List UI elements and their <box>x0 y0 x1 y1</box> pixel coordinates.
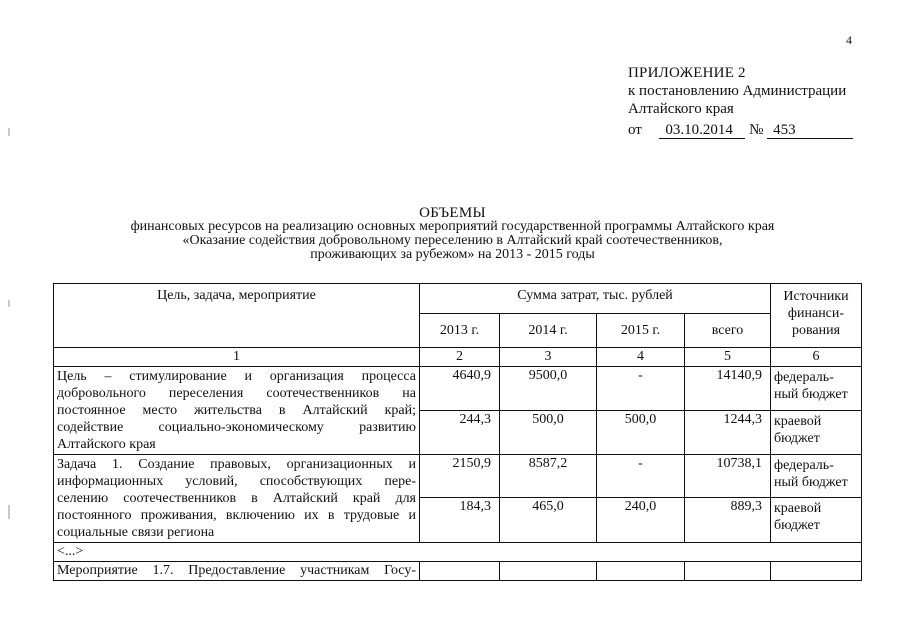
task-description <box>54 455 420 543</box>
goal-line: содействие социально-экономическому развитию <box>57 420 416 435</box>
scan-margin-mark <box>8 300 10 307</box>
table-header-row <box>54 284 862 314</box>
funding-table <box>53 283 862 581</box>
table-row <box>54 367 862 411</box>
task-2014-federal: 8587,2 <box>500 455 597 498</box>
goal-line: Цель – стимулирование и организация процесса <box>57 369 416 384</box>
task-2015-regional: 240,0 <box>597 497 685 542</box>
page-number: 4 <box>846 33 852 47</box>
col-number: 1 <box>54 348 420 367</box>
source-line: федераль- <box>774 370 834 385</box>
empty-cell <box>597 562 685 581</box>
task-line: социальные связи региона <box>57 525 215 540</box>
header-2013: 2013 г. <box>420 314 500 348</box>
goal-2013-federal: 4640,9 <box>420 367 500 411</box>
header-total: всего <box>685 314 771 348</box>
source-line: ный бюджет <box>774 387 848 402</box>
appendix-line-2: Алтайского края <box>628 101 734 117</box>
heading-line-2: «Оказание содействия добровольному переселению в Алтайский край соотечественников, <box>182 233 723 248</box>
goal-2014-regional: 500,0 <box>500 411 597 455</box>
col-number: 2 <box>420 348 500 367</box>
col-number: 6 <box>771 348 862 367</box>
measure-description: Мероприятие 1.7. Предоставление участникам Госу- <box>54 562 420 581</box>
appendix-date-row <box>628 121 853 139</box>
goal-2013-regional: 244,3 <box>420 411 500 455</box>
goal-description <box>54 367 420 455</box>
source-line: федераль- <box>774 458 834 473</box>
header-2015: 2015 г. <box>597 314 685 348</box>
resolution-date: 03.10.2014 <box>659 123 745 139</box>
scan-margin-mark <box>8 128 10 136</box>
col-number: 4 <box>597 348 685 367</box>
task-line: селению соотечественников в Алтайский край для <box>57 491 416 506</box>
goal-total-regional: 1244,3 <box>685 411 771 455</box>
header-sources <box>771 284 862 348</box>
header-sources-line-2: финанси- <box>787 306 845 321</box>
task-line: постоянного проживания, включению их в трудовые и <box>57 508 416 523</box>
source-line: краевой <box>774 500 822 516</box>
task-2015-federal: - <box>597 455 685 498</box>
date-prefix: от <box>628 122 642 138</box>
appendix-line-1: к постановлению Администрации <box>628 83 847 99</box>
ellipsis-row <box>54 543 862 562</box>
header-sources-line-1: Источники <box>783 289 849 304</box>
header-sources-line-3: рования <box>791 323 841 338</box>
number-prefix: № <box>749 122 764 138</box>
task-source-federal <box>771 455 862 498</box>
col-number: 5 <box>685 348 771 367</box>
task-line: Задача 1. Создание правовых, организационных и <box>57 457 416 472</box>
empty-cell <box>420 562 500 581</box>
source-line: краевой <box>774 414 822 429</box>
goal-total-federal: 14140,9 <box>685 367 771 411</box>
task-source-regional <box>771 497 862 542</box>
goal-2015-regional: 500,0 <box>597 411 685 455</box>
empty-cell <box>685 562 771 581</box>
empty-cell <box>500 562 597 581</box>
appendix-title: ПРИЛОЖЕНИЕ 2 <box>628 65 746 81</box>
column-numbers-row <box>54 348 862 367</box>
task-total-regional: 889,3 <box>685 497 771 542</box>
goal-2015-federal: - <box>597 367 685 411</box>
goal-source-regional <box>771 411 862 455</box>
table-row <box>54 455 862 498</box>
ellipsis-cell: <...> <box>54 543 862 562</box>
source-line: бюджет <box>774 517 820 533</box>
goal-line: добровольного переселения соотечественников на <box>57 386 416 401</box>
source-line: ный бюджет <box>774 475 848 490</box>
header-sum: Сумма затрат, тыс. рублей <box>420 284 771 314</box>
task-total-federal: 10738,1 <box>685 455 771 498</box>
goal-line: постоянное место жительства в Алтайский край; <box>57 403 416 418</box>
resolution-number: 453 <box>767 123 853 139</box>
task-2013-regional: 184,3 <box>420 497 500 542</box>
task-2014-regional: 465,0 <box>500 497 597 542</box>
heading-line-3: проживающих за рубежом» на 2013 - 2015 годы <box>310 247 595 262</box>
heading-title: ОБЪЕМЫ <box>419 205 486 221</box>
header-goal: Цель, задача, мероприятие <box>54 284 420 348</box>
header-2014: 2014 г. <box>500 314 597 348</box>
appendix-block <box>628 64 853 139</box>
task-line: информационных условий, способствующих пере- <box>57 474 416 489</box>
col-number: 3 <box>500 348 597 367</box>
source-line: бюджет <box>774 431 820 446</box>
goal-2014-federal: 9500,0 <box>500 367 597 411</box>
heading-line-1: финансовых ресурсов на реализацию основных мероприятий государственной программы Алтайского края <box>130 219 775 234</box>
task-2013-federal: 2150,9 <box>420 455 500 498</box>
empty-cell <box>771 562 862 581</box>
scan-margin-mark <box>8 505 10 519</box>
table-row <box>54 562 862 581</box>
goal-line: Алтайского края <box>57 437 156 452</box>
document-heading <box>0 206 905 262</box>
goal-source-federal <box>771 367 862 411</box>
